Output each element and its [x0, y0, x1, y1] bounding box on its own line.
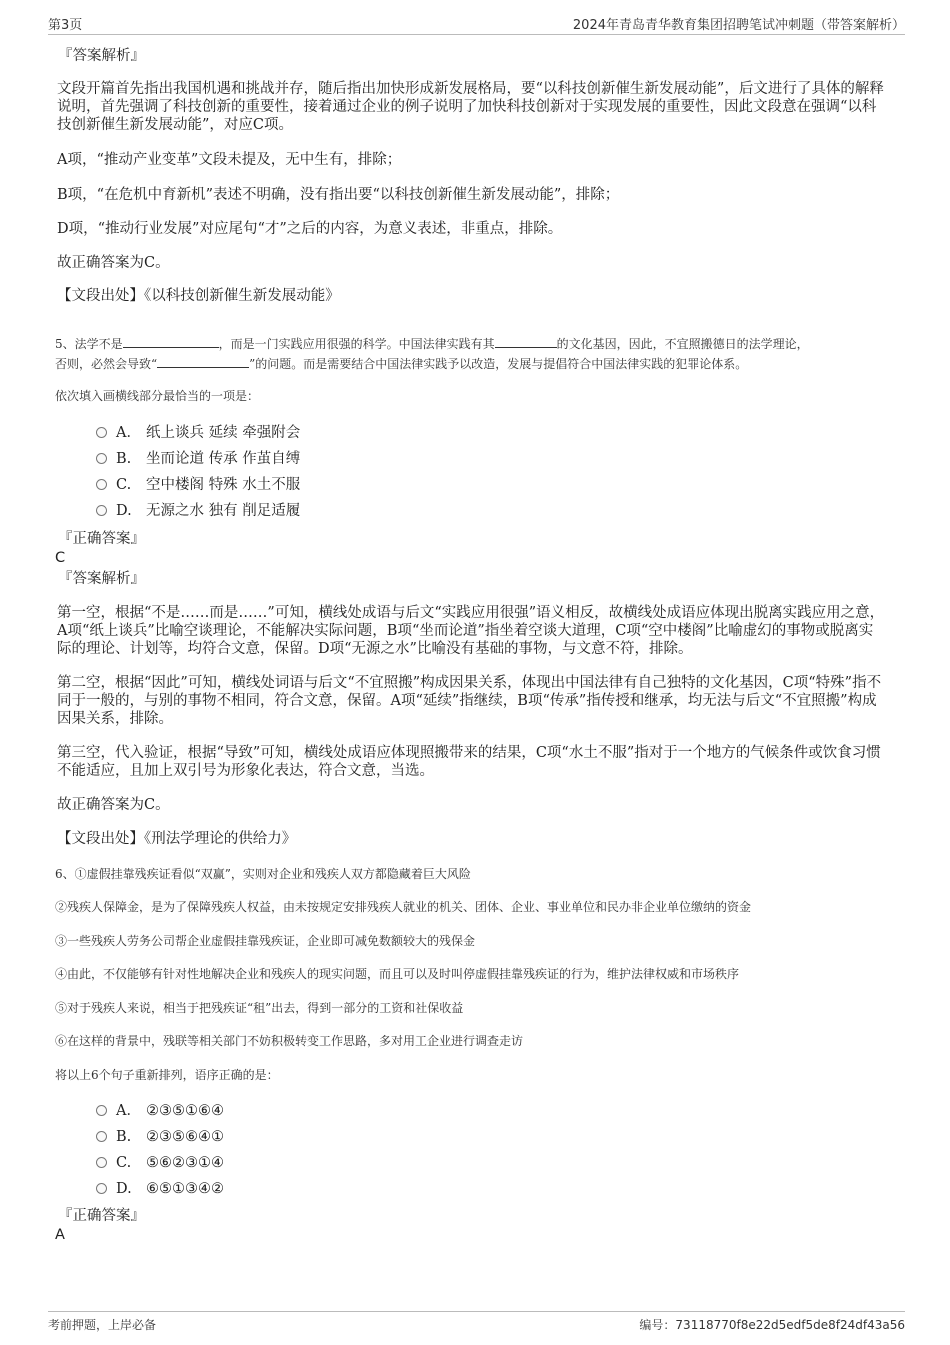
option-text: ⑥⑤①③④②: [146, 1181, 224, 1197]
q6-option-c[interactable]: [96, 1154, 224, 1172]
q6-sentence-5: ⑤对于残疾人来说，相当于把残疾证“租”出去，得到一部分的工资和社保收益: [55, 1001, 464, 1015]
q5-analysis-p3: 第三空，代入验证，根据“导致”可知，横线处成语应体现照搬带来的结果，C项“水土不服”指对于一个地方的气候条件或饮食习惯不能适应，且加上双引号为形象化表达，符合文意，当选。: [57, 745, 881, 779]
q6-sentence-6: ⑥在这样的背景中，残联等相关部门不妨积极转变工作思路，多对用工企业进行调查走访: [55, 1034, 524, 1048]
option-text: ⑤⑥②③①④: [146, 1155, 224, 1171]
option-letter: C.: [116, 1155, 132, 1171]
option-text: ②③⑤⑥④①: [146, 1129, 224, 1145]
q6-option-a[interactable]: [96, 1102, 224, 1120]
option-text: 无源之水 独有 削足适履: [146, 503, 301, 519]
q5-stem-part: 否则，必然会导致“: [55, 357, 158, 371]
q6-sentence-2: ②残疾人保障金，是为了保障残疾人权益，由未按规定安排残疾人就业的机关、团体、企业、事业单位和民办非企业单位缴纳的资金: [55, 900, 752, 914]
document-title: 2024年青岛青华教育集团招聘笔试冲刺题（带答案解析）: [572, 18, 905, 33]
q4-analysis-p1: 文段开篇首先指出我国机遇和挑战并存，随后指出加快形成新发展格局，要“以科技创新催生新发展动能”，后文进行了具体的解释说明，首先强调了科技创新的重要性，接着通过企业的例子说明了加快科技创新对于实现发展的重要性，因此文段意在强调“以科技创新催生新发展动能”，对应C项。: [57, 81, 884, 133]
option-letter: B.: [116, 1129, 132, 1145]
radio-icon[interactable]: [96, 1131, 107, 1142]
q4-analysis-label: 『答案解析』: [58, 48, 145, 64]
q4-conclusion: 故正确答案为C。: [57, 255, 170, 271]
q5-answer: C: [55, 550, 66, 566]
q5-option-c[interactable]: [96, 476, 300, 494]
q4-analysis-p2: A项，“推动产业变革”文段未提及，无中生有，排除；: [57, 152, 402, 168]
q5-instruction: 依次填入画横线部分最恰当的一项是：: [55, 389, 260, 403]
document-code: 编号：73118770f8e22d5edf5de8f24df43a56: [639, 1318, 905, 1332]
radio-icon[interactable]: [96, 427, 107, 438]
q5-answer-label: 『正确答案』: [58, 531, 145, 547]
q6-option-b[interactable]: [96, 1128, 224, 1146]
option-letter: D.: [116, 503, 132, 519]
q5-stem-part: 5、法学不是: [55, 337, 123, 351]
option-text: 坐而论道 传承 作茧自缚: [146, 451, 301, 467]
page-number: 第3页: [48, 18, 83, 33]
fill-blank-3: [157, 355, 249, 368]
q5-option-a[interactable]: [96, 424, 300, 442]
q6-sentence-4: ④由此，不仅能够有针对性地解决企业和残疾人的现实问题，而且可以及时叫停虚假挂靠残疾证的行为，维护法律权威和市场秩序: [55, 967, 740, 981]
radio-icon[interactable]: [96, 479, 107, 490]
q6-answer-label: 『正确答案』: [58, 1208, 145, 1224]
option-letter: A．: [116, 1103, 141, 1119]
radio-icon[interactable]: [96, 1183, 107, 1194]
q5-stem-part: 的文化基因，因此，不宜照搬德日的法学理论，: [556, 337, 809, 351]
radio-icon[interactable]: [96, 1157, 107, 1168]
q6-answer: A: [55, 1227, 65, 1243]
q5-source: 【文段出处】《刑法学理论的供给力》: [57, 831, 297, 847]
radio-icon[interactable]: [96, 505, 107, 516]
q6-sentence-1: 6、①虚假挂靠残疾证看似“双赢”，实则对企业和残疾人双方都隐藏着巨大风险: [55, 867, 471, 881]
q5-analysis-p2: 第二空，根据“因此”可知，横线处词语与后文“不宜照搬”构成因果关系，体现出中国法律有自己独特的文化基因，C项“特殊”指不同于一般的，与别的事物不相同，符合文意，保留。A项“延续”指继续，B项“传承”指传授和继承，均无法与后文“不宜照搬”构成因果关系，排除。: [57, 675, 882, 727]
q5-conclusion: 故正确答案为C。: [57, 797, 170, 813]
radio-icon[interactable]: [96, 1105, 107, 1116]
page-footer: [48, 1311, 905, 1334]
page-header: [48, 12, 905, 35]
q6-option-d[interactable]: [96, 1180, 224, 1198]
q5-stem-part: ”的问题。而是需要结合中国法律实践予以改造，发展与提倡符合中国法律实践的犯罪论体系。: [249, 357, 748, 371]
radio-icon[interactable]: [96, 453, 107, 464]
option-letter: A．: [116, 425, 141, 441]
q4-source: 【文段出处】《以科技创新催生新发展动能》: [57, 288, 340, 304]
q5-option-d[interactable]: [96, 502, 300, 520]
option-letter: B.: [116, 451, 132, 467]
fill-blank-2: [495, 335, 557, 348]
option-text: ②③⑤①⑥④: [146, 1103, 224, 1119]
q4-analysis-p3: B项，“在危机中育新机”表述不明确，没有指出要“以科技创新催生新发展动能”，排除；: [57, 187, 620, 203]
q6-sentence-3: ③一些残疾人劳务公司帮企业虚假挂靠残疾证，企业即可减免数额较大的残保金: [55, 934, 476, 948]
q5-analysis-label: 『答案解析』: [58, 571, 145, 587]
q5-analysis-p1: 第一空，根据“不是……而是……”可知，横线处成语与后文“实践应用很强”语义相反，故横线处成语应体现出脱离实践应用之意，A项“纸上谈兵”比喻空谈理论，不能解决实际问题，B项“坐而论道”指坐着空谈大道理，C项“空中楼阁”比喻虚幻的事物或脱离实际的理论、计划等，均符合文意，保留。D项“无源之水”比喻没有基础的事物，与文意不符，排除。: [57, 605, 885, 657]
q4-analysis-p4: D项，“推动行业发展”对应尾句“才”之后的内容，为意义表述，非重点，排除。: [57, 221, 563, 237]
option-text: 纸上谈兵 延续 牵强附会: [146, 425, 301, 441]
footer-slogan: 考前押题，上岸必备: [48, 1318, 157, 1332]
q5-stem: [55, 334, 895, 374]
option-letter: D.: [116, 1181, 132, 1197]
option-text: 空中楼阁 特殊 水土不服: [146, 477, 301, 493]
q6-instruction: 将以上6个句子重新排列，语序正确的是：: [55, 1068, 279, 1082]
q5-option-b[interactable]: [96, 450, 300, 468]
option-letter: C.: [116, 477, 132, 493]
fill-blank-1: [123, 335, 219, 348]
q5-stem-part: ，而是一门实践应用很强的科学。中国法律实践有其: [218, 337, 495, 351]
